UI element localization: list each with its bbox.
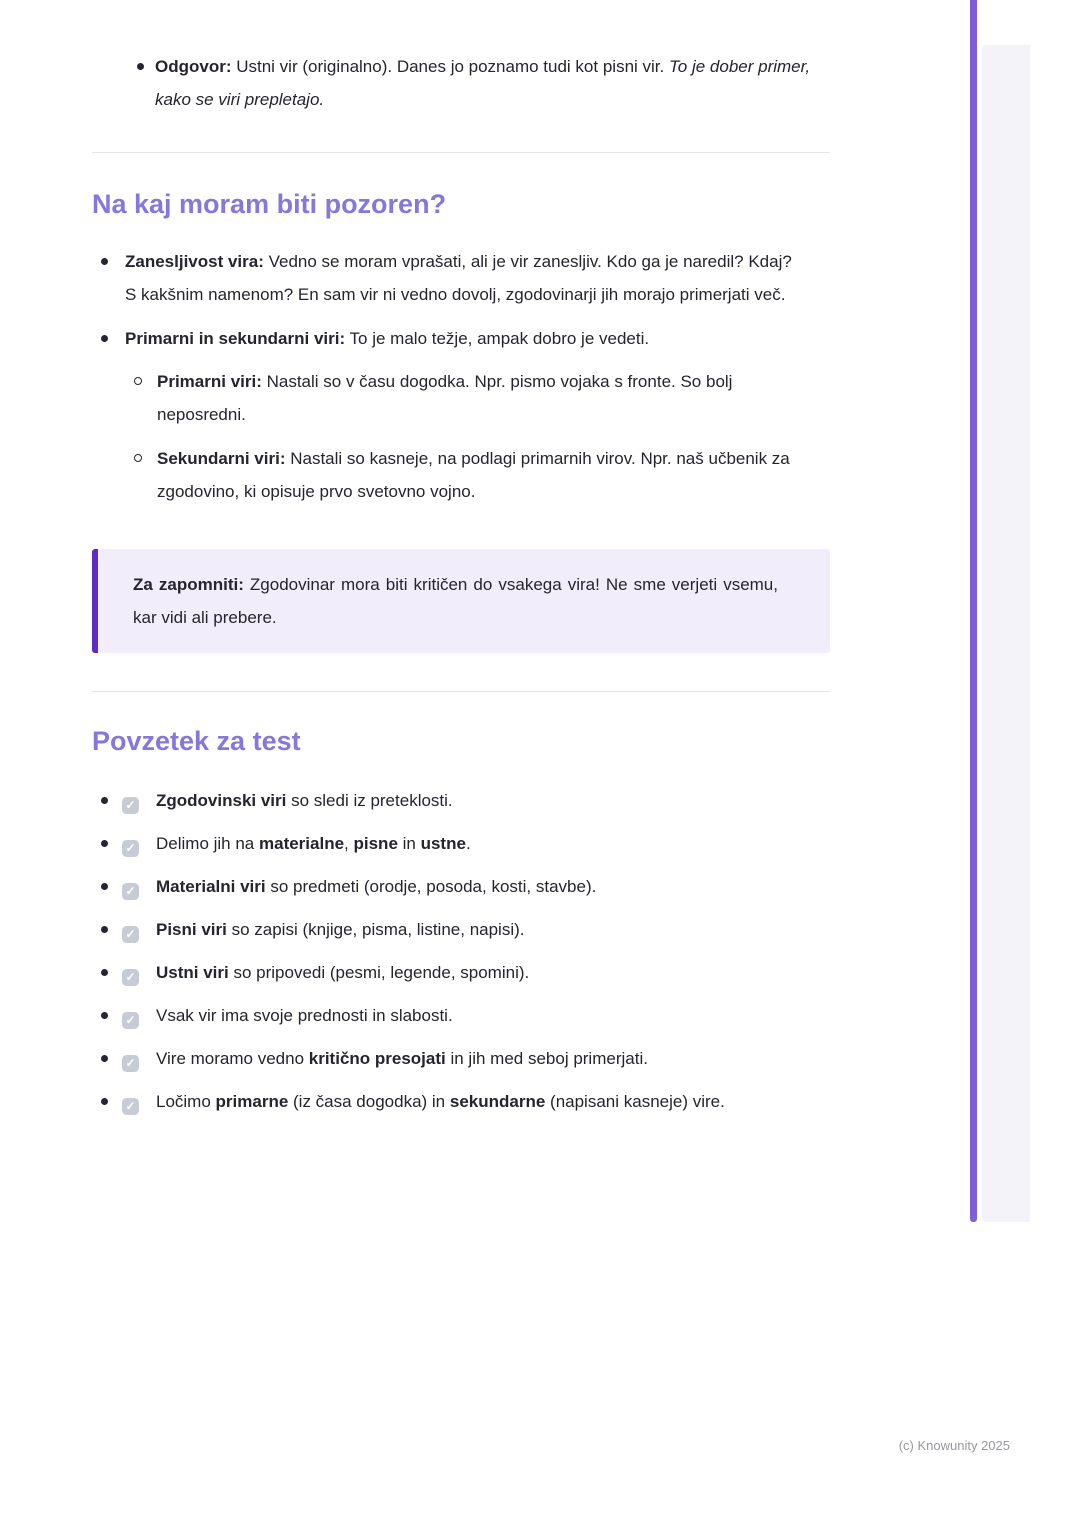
checklist-item-label: Pisni viri so zapisi (knjige, pisma, listine, napisi). bbox=[156, 920, 525, 939]
sub-list-item-text: Sekundarni viri: Nastali so kasneje, na podlagi primarnih virov. Npr. naš učbenik za zgodovino, ki opisuje prvo svetovno vojno. bbox=[157, 449, 790, 501]
content-divider bbox=[92, 152, 830, 153]
list-item-text: Primarni in sekundarni viri: To je malo težje, ampak dobro je vedeti. bbox=[125, 329, 650, 348]
checklist-item bbox=[92, 913, 830, 946]
content-divider bbox=[92, 691, 830, 692]
checklist-item-text bbox=[122, 1085, 725, 1118]
checklist-item bbox=[92, 999, 830, 1032]
answer-text: Odgovor: Ustni vir (originalno). Danes jo poznamo tudi kot pisni vir. To je dober primer, kako se viri prepletajo. bbox=[155, 57, 811, 109]
checklist-item bbox=[92, 870, 830, 903]
checkbox-checked-icon: ✓ bbox=[122, 969, 139, 986]
checklist-item-text bbox=[122, 999, 453, 1032]
sub-list-item bbox=[125, 365, 830, 431]
checklist-item-label: Delimo jih na materialne, pisne in ustne. bbox=[156, 834, 471, 853]
checkbox-checked-icon: ✓ bbox=[122, 840, 139, 857]
list-item bbox=[92, 322, 830, 519]
checklist-item-label: Vire moramo vedno kritično presojati in jih med seboj primerjati. bbox=[156, 1049, 648, 1068]
side-panel bbox=[982, 45, 1030, 1222]
document-page bbox=[92, 50, 830, 1128]
checklist-item-label: Ustni viri so pripovedi (pesmi, legende, spomini). bbox=[156, 963, 530, 982]
footer-copyright: (c) Knowunity 2025 bbox=[898, 1438, 1010, 1453]
list-item bbox=[92, 245, 830, 311]
checkbox-checked-icon: ✓ bbox=[122, 797, 139, 814]
checklist-item-label: Materialni viri so predmeti (orodje, posoda, kosti, stavbe). bbox=[156, 877, 597, 896]
checklist-item-text bbox=[122, 870, 596, 903]
checkbox-checked-icon: ✓ bbox=[122, 1055, 139, 1072]
checklist-item-text bbox=[122, 1042, 648, 1075]
checklist-item bbox=[92, 784, 830, 817]
checklist-item-text bbox=[122, 956, 529, 989]
checkbox-checked-icon: ✓ bbox=[122, 926, 139, 943]
checklist-item bbox=[92, 1085, 830, 1118]
answer-list bbox=[137, 50, 830, 116]
summary-checklist bbox=[92, 784, 830, 1118]
checklist-item-label: Zgodovinski viri so sledi iz preteklosti. bbox=[156, 791, 453, 810]
sub-list-item bbox=[125, 442, 830, 508]
checklist-item-label: Ločimo primarne (iz časa dogodka) in sekundarne (napisani kasneje) vire. bbox=[156, 1092, 725, 1111]
callout-text: Za zapomniti: Zgodovinar mora biti kritičen do vsakega vira! Ne sme verjeti vsemu, kar vidi ali prebere. bbox=[133, 575, 778, 627]
page-edge-accent bbox=[970, 0, 977, 1222]
checkbox-checked-icon: ✓ bbox=[122, 883, 139, 900]
section-title-pozoren: Na kaj moram biti pozoren? bbox=[92, 189, 447, 219]
answer-item bbox=[137, 50, 830, 116]
pozoren-list bbox=[92, 245, 830, 519]
checklist-item-text bbox=[122, 827, 471, 860]
sub-list-item-text: Primarni viri: Nastali so v času dogodka. Npr. pismo vojaka s fronte. So bolj neposredni. bbox=[157, 372, 733, 424]
checklist-item bbox=[92, 827, 830, 860]
callout-box bbox=[92, 549, 830, 653]
checklist-item bbox=[92, 1042, 830, 1075]
checklist-item-label: Vsak vir ima svoje prednosti in slabosti. bbox=[156, 1006, 453, 1025]
checklist-item-text bbox=[122, 784, 453, 817]
checklist-item-text bbox=[122, 913, 525, 946]
checkbox-checked-icon: ✓ bbox=[122, 1012, 139, 1029]
checklist-item bbox=[92, 956, 830, 989]
pozoren-sub-list bbox=[125, 365, 830, 519]
section-title-povzetek: Povzetek za test bbox=[92, 726, 301, 756]
list-item-text: Zanesljivost vira: Vedno se moram vprašati, ali je vir zanesljiv. Kdo ga je naredil? Kdaj? S kakšnim namenom? En sam vir ni vedno dovolj, zgodovinarji jih morajo primerjati več. bbox=[125, 252, 792, 304]
checkbox-checked-icon: ✓ bbox=[122, 1098, 139, 1115]
